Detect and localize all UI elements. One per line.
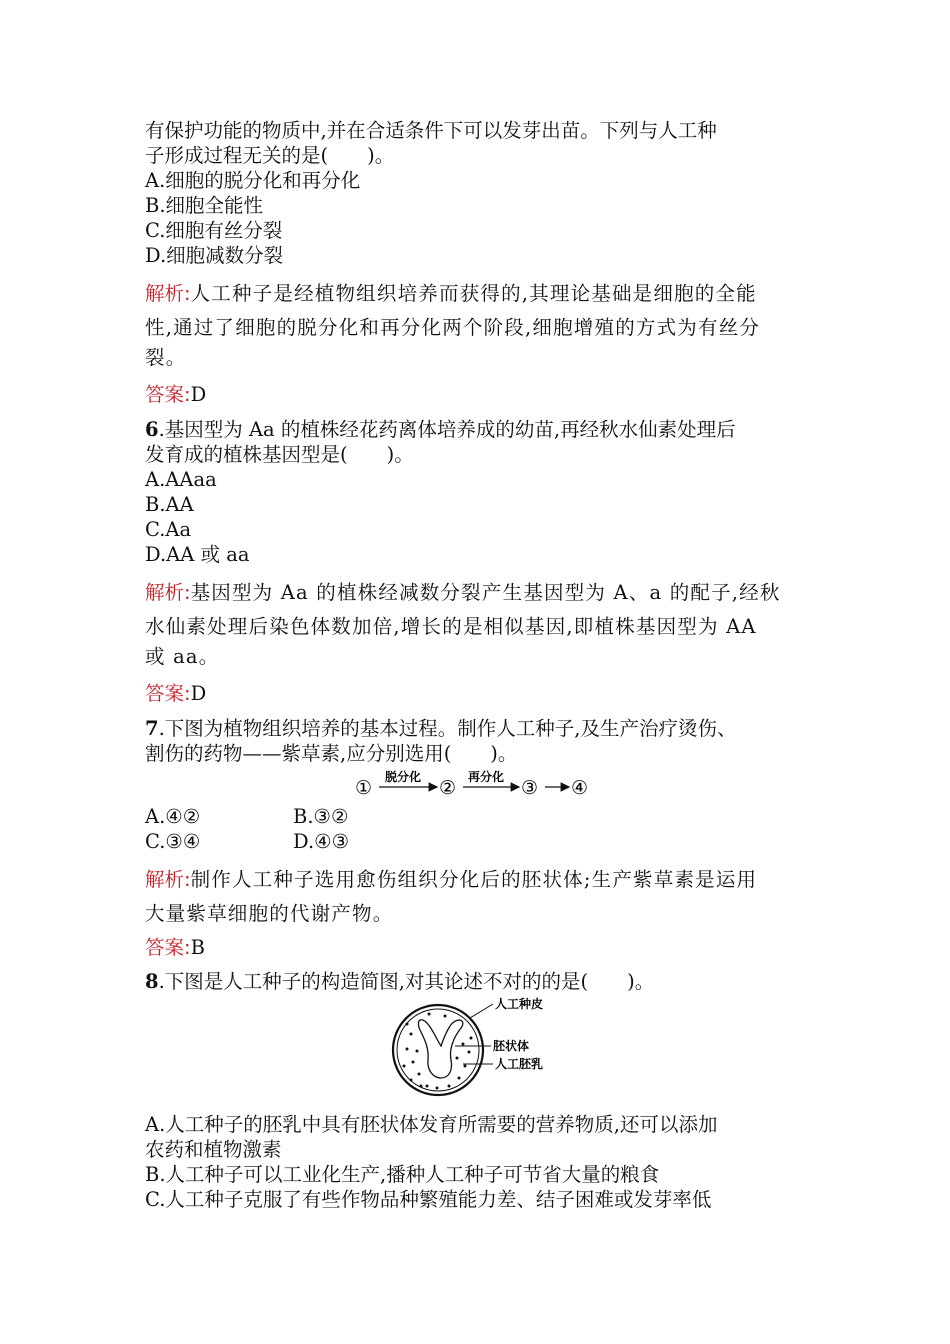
document-page	[145, 118, 810, 1212]
artificial-seed-figure	[145, 994, 810, 1106]
answer-label: 答案:	[145, 682, 191, 705]
tissue-culture-diagram	[145, 766, 810, 802]
artificial-seed-svg	[145, 994, 810, 1106]
q5-option-c: C.细胞有丝分裂	[145, 219, 283, 242]
q7-stem-line-2: 割伤的药物——紫草素,应分别选用( )。	[145, 742, 518, 765]
q7-answer	[145, 935, 810, 961]
q6-stem-line-1: 6.基因型为 Aa 的植株经花药离体培养成的幼苗,再经秋水仙素处理后	[145, 418, 736, 441]
question-8	[145, 969, 810, 1212]
question-7	[145, 716, 810, 961]
q6-answer-value: D	[190, 682, 207, 705]
q7-analysis-line-2: 大量紫草细胞的代谢产物。	[145, 902, 394, 925]
q5-analysis-line-2: 性,通过了细胞的脱分化和再分化两个阶段,细胞增殖的方式为有丝分	[145, 316, 761, 339]
q8-number: 8	[145, 970, 159, 993]
q5-stem-line-2: 子形成过程无关的是( )。	[145, 144, 395, 167]
q7-stem-line-1: 7.下图为植物组织培养的基本过程。制作人工种子,及生产治疗烫伤、	[145, 717, 737, 740]
flow-node-4: ④	[571, 777, 589, 799]
q5-option-b: B.细胞全能性	[145, 194, 264, 217]
q7-options-row-1	[145, 804, 810, 829]
q6-number: 6	[145, 418, 159, 441]
q8-option-a-line-1: A.人工种子的胚乳中具有胚状体发育所需要的营养物质,还可以添加	[145, 1113, 718, 1136]
q5-option-a: A.细胞的脱分化和再分化	[145, 169, 361, 192]
q7-option-a: A.④②	[145, 805, 201, 828]
q5-answer-value: D	[190, 383, 207, 406]
q7-answer-value: B	[190, 936, 205, 959]
q7-number: 7	[145, 717, 159, 740]
q6-option-a: A.AAaa	[145, 468, 217, 491]
q5-analysis	[145, 277, 810, 345]
q6-answer	[145, 681, 810, 707]
q5-analysis-line-1: 人工种子是经植物组织培养而获得的,其理论基础是细胞的全能	[190, 282, 757, 305]
q7-option-c: C.③④	[145, 830, 201, 853]
label-embryoid: 胚状体	[493, 1039, 530, 1053]
tissue-culture-flow-svg	[145, 766, 810, 802]
q6-option-c: C.Aa	[145, 518, 192, 541]
q7-option-d: D.④③	[293, 830, 350, 853]
q5-answer	[145, 382, 810, 408]
q5-analysis-line-3: 裂。	[145, 346, 187, 369]
q7-analysis	[145, 863, 810, 931]
analysis-label: 解析:	[145, 282, 191, 305]
label-artificial-coat: 人工种皮	[495, 997, 544, 1011]
question-5	[145, 118, 810, 408]
flow-node-1: ①	[355, 777, 373, 799]
q6-option-b: B.AA	[145, 493, 194, 516]
flow-arrow-1-label: 脱分化	[385, 770, 422, 784]
label-line-coat	[470, 1004, 493, 1018]
q8-option-a-line-2: 农药和植物激素	[145, 1138, 282, 1161]
q6-option-d: D.AA 或 aa	[145, 543, 250, 566]
question-6	[145, 417, 810, 707]
q7-analysis-line-1: 制作人工种子选用愈伤组织分化后的胚状体;生产紫草素是运用	[190, 868, 758, 891]
answer-label: 答案:	[145, 936, 191, 959]
flow-node-3: ③	[521, 777, 539, 799]
flow-arrow-2-label: 再分化	[468, 770, 505, 784]
q8-stem: 8.下图是人工种子的构造简图,对其论述不对的的是( )。	[145, 970, 655, 993]
seed-coat-inner	[397, 1009, 479, 1091]
label-artificial-endosperm: 人工胚乳	[495, 1057, 544, 1071]
analysis-label: 解析:	[145, 868, 191, 891]
q7-option-b: B.③②	[293, 805, 349, 828]
q6-stem-line-2: 发育成的植株基因型是( )。	[145, 443, 414, 466]
answer-label: 答案:	[145, 383, 191, 406]
q5-stem-line-1: 有保护功能的物质中,并在合适条件下可以发芽出苗。下列与人工种	[145, 119, 717, 142]
q7-options-row-2	[145, 829, 810, 854]
analysis-label: 解析:	[145, 581, 191, 604]
q8-option-c: C.人工种子克服了有些作物品种繁殖能力差、结子困难或发芽率低	[145, 1188, 712, 1211]
q6-analysis-line-2: 水仙素处理后染色体数加倍,增长的是相似基因,即植株基因型为 AA	[145, 615, 757, 638]
q8-option-b: B.人工种子可以工业化生产,播种人工种子可节省大量的粮食	[145, 1163, 660, 1186]
q6-analysis-line-3: 或 aa。	[145, 645, 220, 668]
q5-option-d: D.细胞减数分裂	[145, 244, 284, 267]
q6-analysis	[145, 576, 810, 644]
q6-analysis-line-1: 基因型为 Aa 的植株经减数分裂产生基因型为 A、a 的配子,经秋	[190, 581, 781, 604]
embryoid-shape	[418, 1020, 462, 1078]
flow-node-2: ②	[439, 777, 457, 799]
